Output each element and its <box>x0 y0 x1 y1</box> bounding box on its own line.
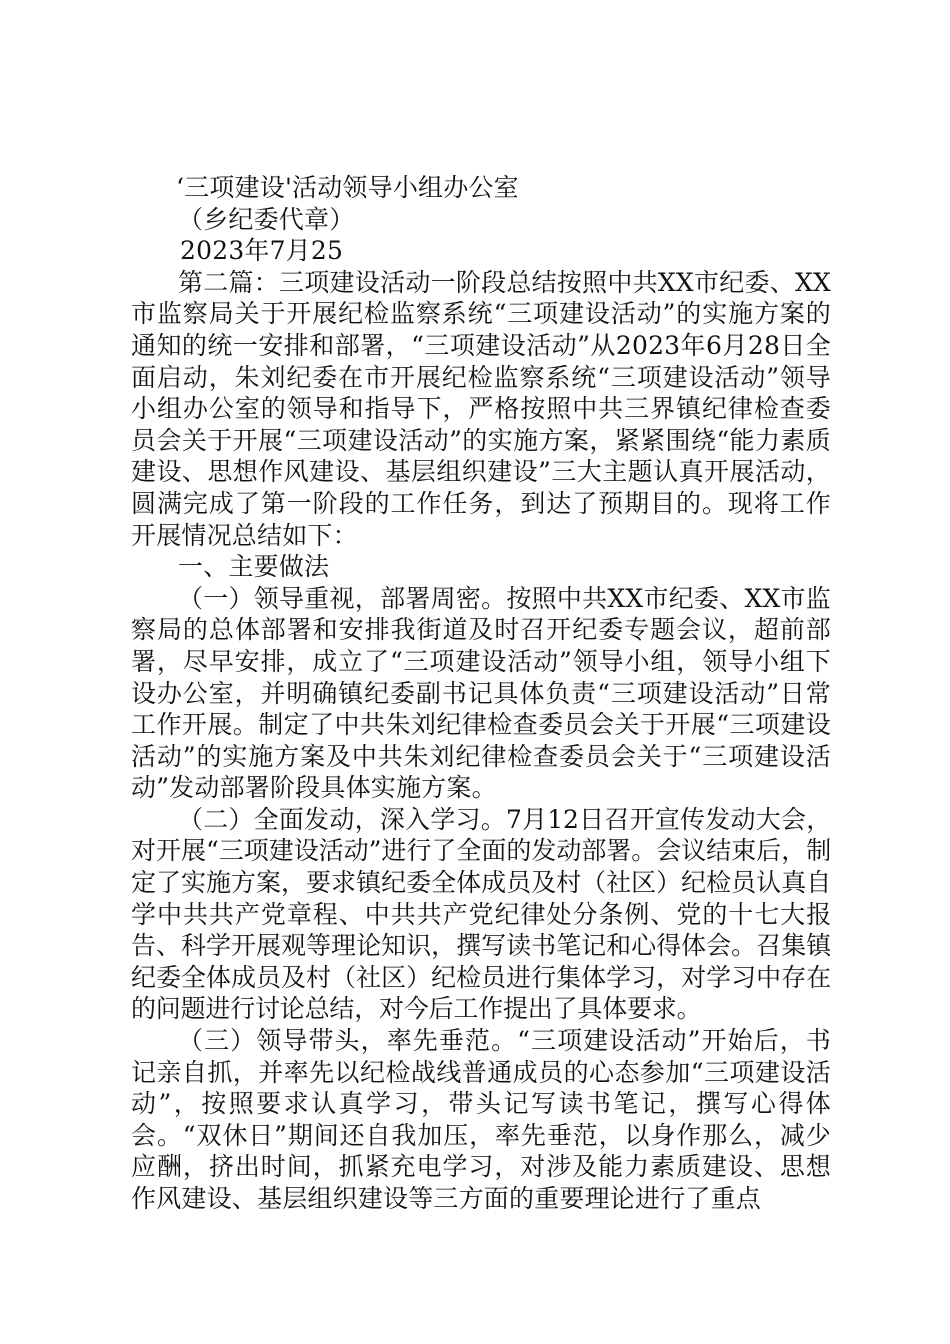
paragraph-intro: 第二篇：三项建设活动一阶段总结按照中共XX市纪委、XX市监察局关于开展纪检监察系统“三项建设活动”的实施方案的通知的统一安排和部署，“三项建设活动”从2023年6月28日全面启动，朱刘纪委在市开展纪检监察系统“三项建设活动”领导小组办公室的领导和指导下，严格按照中共三界镇纪律检查委员会关于开展“三项建设活动”的实施方案，紧紧围绕“能力素质建设、思想作风建设、基层组织建设”三大主题认真开展活动，圆满完成了第一阶段的工作任务，到达了预期目的。现将工作开展情况总结如下： <box>131 267 831 550</box>
paragraph-item-1: （一）领导重视，部署周密。按照中共XX市纪委、XX市监察局的总体部署和安排我街道及时召开纪委专题会议，超前部署，尽早安排，成立了“三项建设活动”领导小组，领导小组下设办公室，并明确镇纪委副书记具体负责“三项建设活动”日常工作开展。制定了中共朱刘纪律检查委员会关于开展“三项建设活动”的实施方案及中共朱刘纪律检查委员会关于“三项建设活动”发动部署阶段具体实施方案。 <box>131 583 831 803</box>
paragraph-item-2: （二）全面发动，深入学习。7月12日召开宣传发动大会，对开展“三项建设活动”进行了全面的发动部署。会议结束后，制定了实施方案，要求镇纪委全体成员及村（社区）纪检员认真自学中共共产党章程、中共共产党纪律处分条例、党的十七大报告、科学开展观等理论知识，撰写读书笔记和心得体会。召集镇纪委全体成员及村（社区）纪检员进行集体学习，对学习中存在的问题进行讨论总结，对今后工作提出了具体要求。 <box>131 804 831 1024</box>
paragraph-item-3: （三）领导带头，率先垂范。“三项建设活动”开始后，书记亲自抓，并率先以纪检战线普通成员的心态参加“三项建设活动”，按照要求认真学习，带头记写读书笔记，撰写心得体会。“双休日”期间还自我加压，率先垂范，以身作那么，减少应酬，挤出时间，抓紧充电学习，对涉及能力素质建设、思想作风建设、基层组织建设等三方面的重要理论进行了重点 <box>131 1026 831 1213</box>
section-heading: 一、主要做法 <box>178 552 330 582</box>
signature-date: 2023年7月25 <box>180 236 344 266</box>
signature-office: ‘三项建设'活动领导小组办公室 <box>176 173 519 202</box>
document-body <box>131 172 831 1215</box>
signature-seal-note: （乡纪委代章） <box>178 204 355 234</box>
